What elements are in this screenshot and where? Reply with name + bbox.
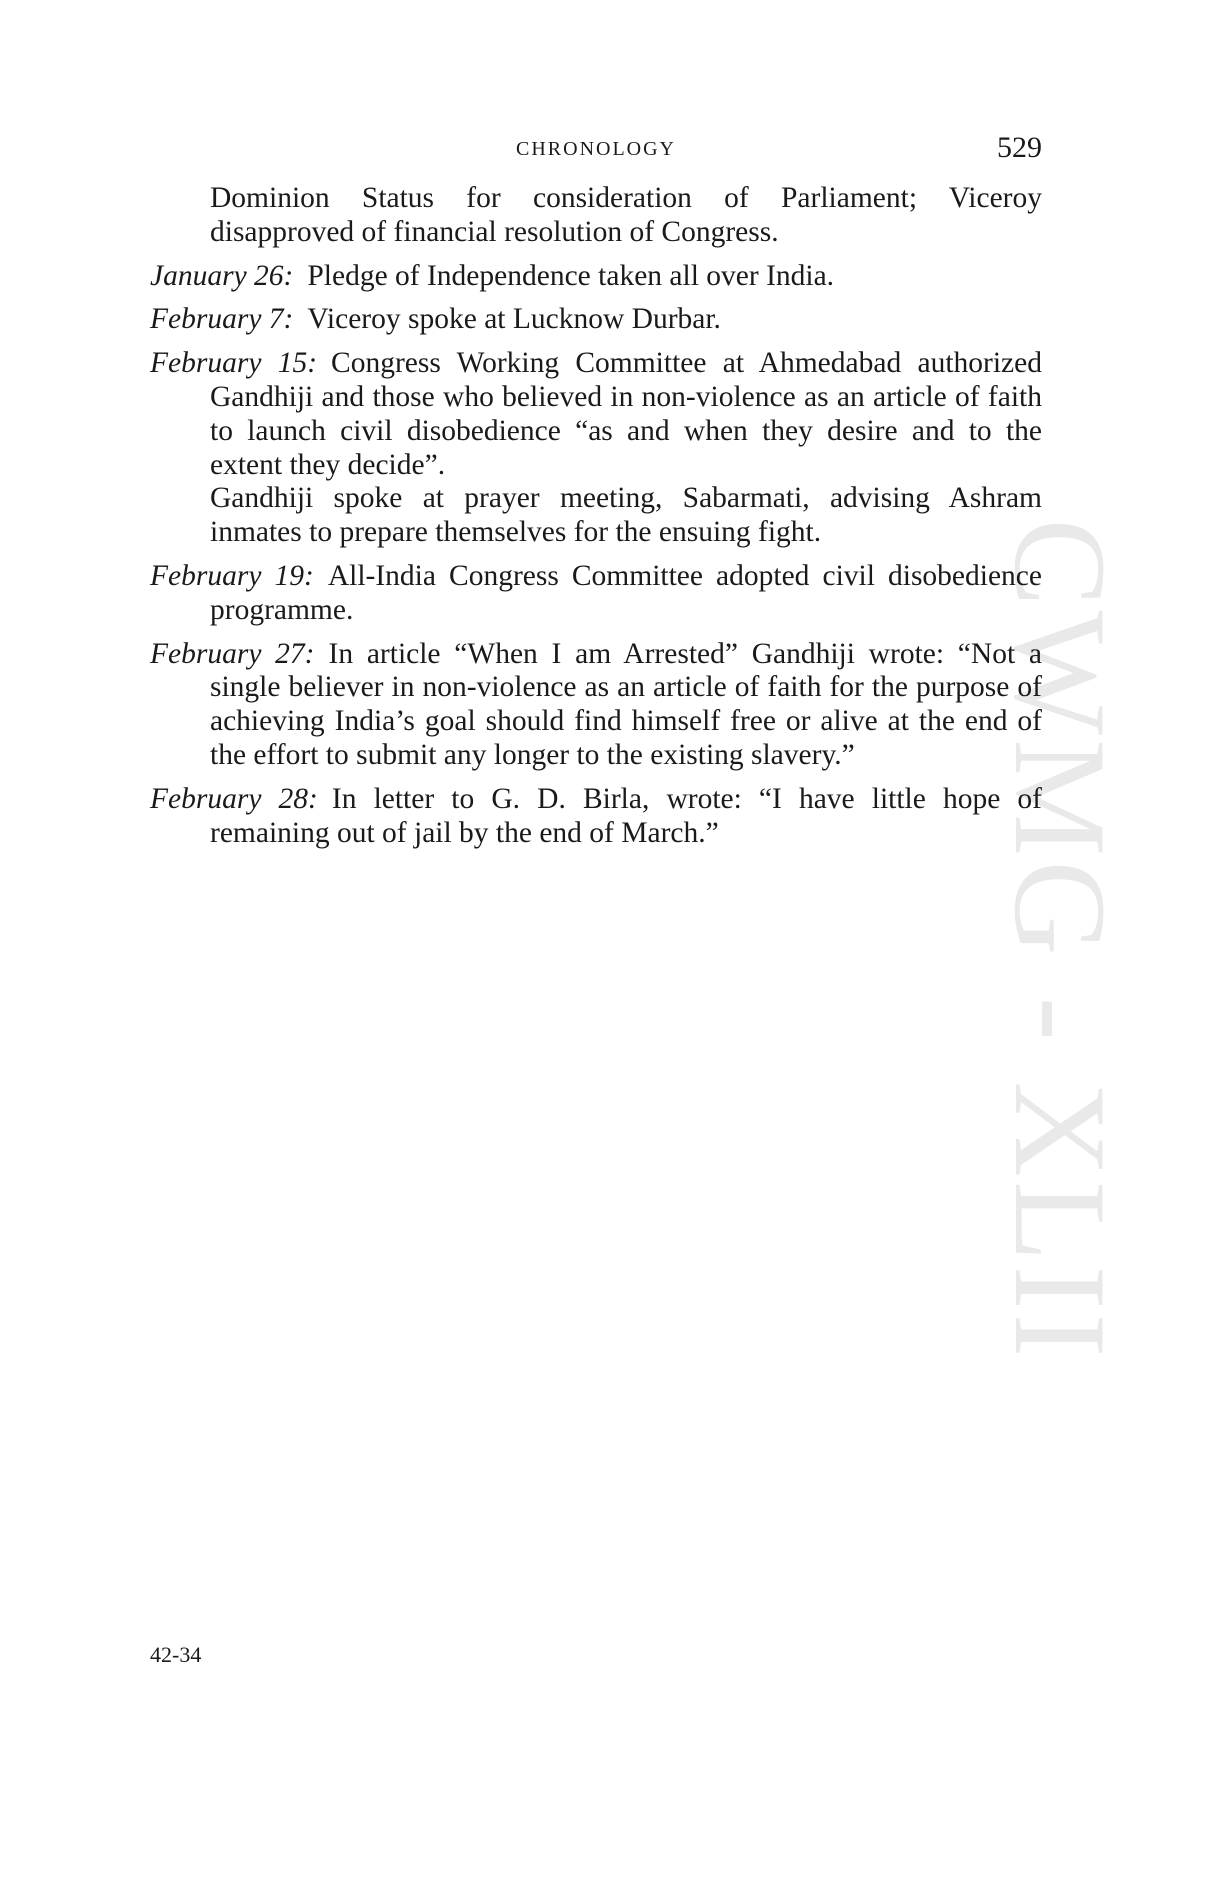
- entry-text: In article “When I am Arrested” Gandhiji wrote: “Not a single believer in non-violence as an article of faith for the purpose of achieving India’s goal should find himself free or alive at the end of the effort to submit any longer to the existing slavery.”: [210, 637, 1042, 771]
- page-header: [150, 131, 1042, 174]
- chronology-entry: [150, 260, 1042, 294]
- entry-date: February 27:: [150, 637, 315, 670]
- entry-text: Viceroy spoke at Lucknow Durbar.: [307, 303, 721, 336]
- signature-code: 42-34: [150, 1642, 202, 1667]
- entry-date: January 26:: [150, 259, 294, 292]
- entry-date: February 7:: [150, 303, 294, 336]
- entry-text: Pledge of Independence taken all over India.: [307, 259, 835, 292]
- chronology-entry-continued: [150, 182, 1042, 250]
- page-number: 529: [997, 131, 1042, 164]
- chronology-entry: [150, 303, 1042, 337]
- entry-date: February 28:: [150, 782, 318, 815]
- chronology-entry: [150, 638, 1042, 773]
- chronology-entry: [150, 560, 1042, 628]
- entry-text: Congress Working Committee at Ahmedabad authorized Gandhiji and those who believed in non-violence as an article of faith to launch civil disobedience “as and when they desire and to the extent they decide”.: [210, 347, 1042, 481]
- chronology-body: [150, 182, 1042, 860]
- entry-text: Dominion Status for consideration of Parliament; Viceroy disapproved of financial resolution of Congress.: [210, 182, 1042, 248]
- chronology-entry: [150, 347, 1042, 550]
- entry-date: February 19:: [150, 559, 314, 592]
- entry-text: In letter to G. D. Birla, wrote: “I have little hope of remaining out of jail by the end of March.”: [210, 782, 1043, 849]
- running-title: CHRONOLOGY: [516, 138, 676, 160]
- watermark-text: CWMG - XLII: [987, 518, 1134, 1362]
- entry-text: All-India Congress Committee adopted civil disobedience programme.: [210, 559, 1042, 626]
- chronology-entry: [150, 783, 1042, 851]
- entry-date: February 15:: [150, 347, 318, 380]
- entry-note: Gandhiji spoke at prayer meeting, Sabarmati, advising Ashram inmates to prepare themselves for the ensuing fight.: [210, 482, 1042, 549]
